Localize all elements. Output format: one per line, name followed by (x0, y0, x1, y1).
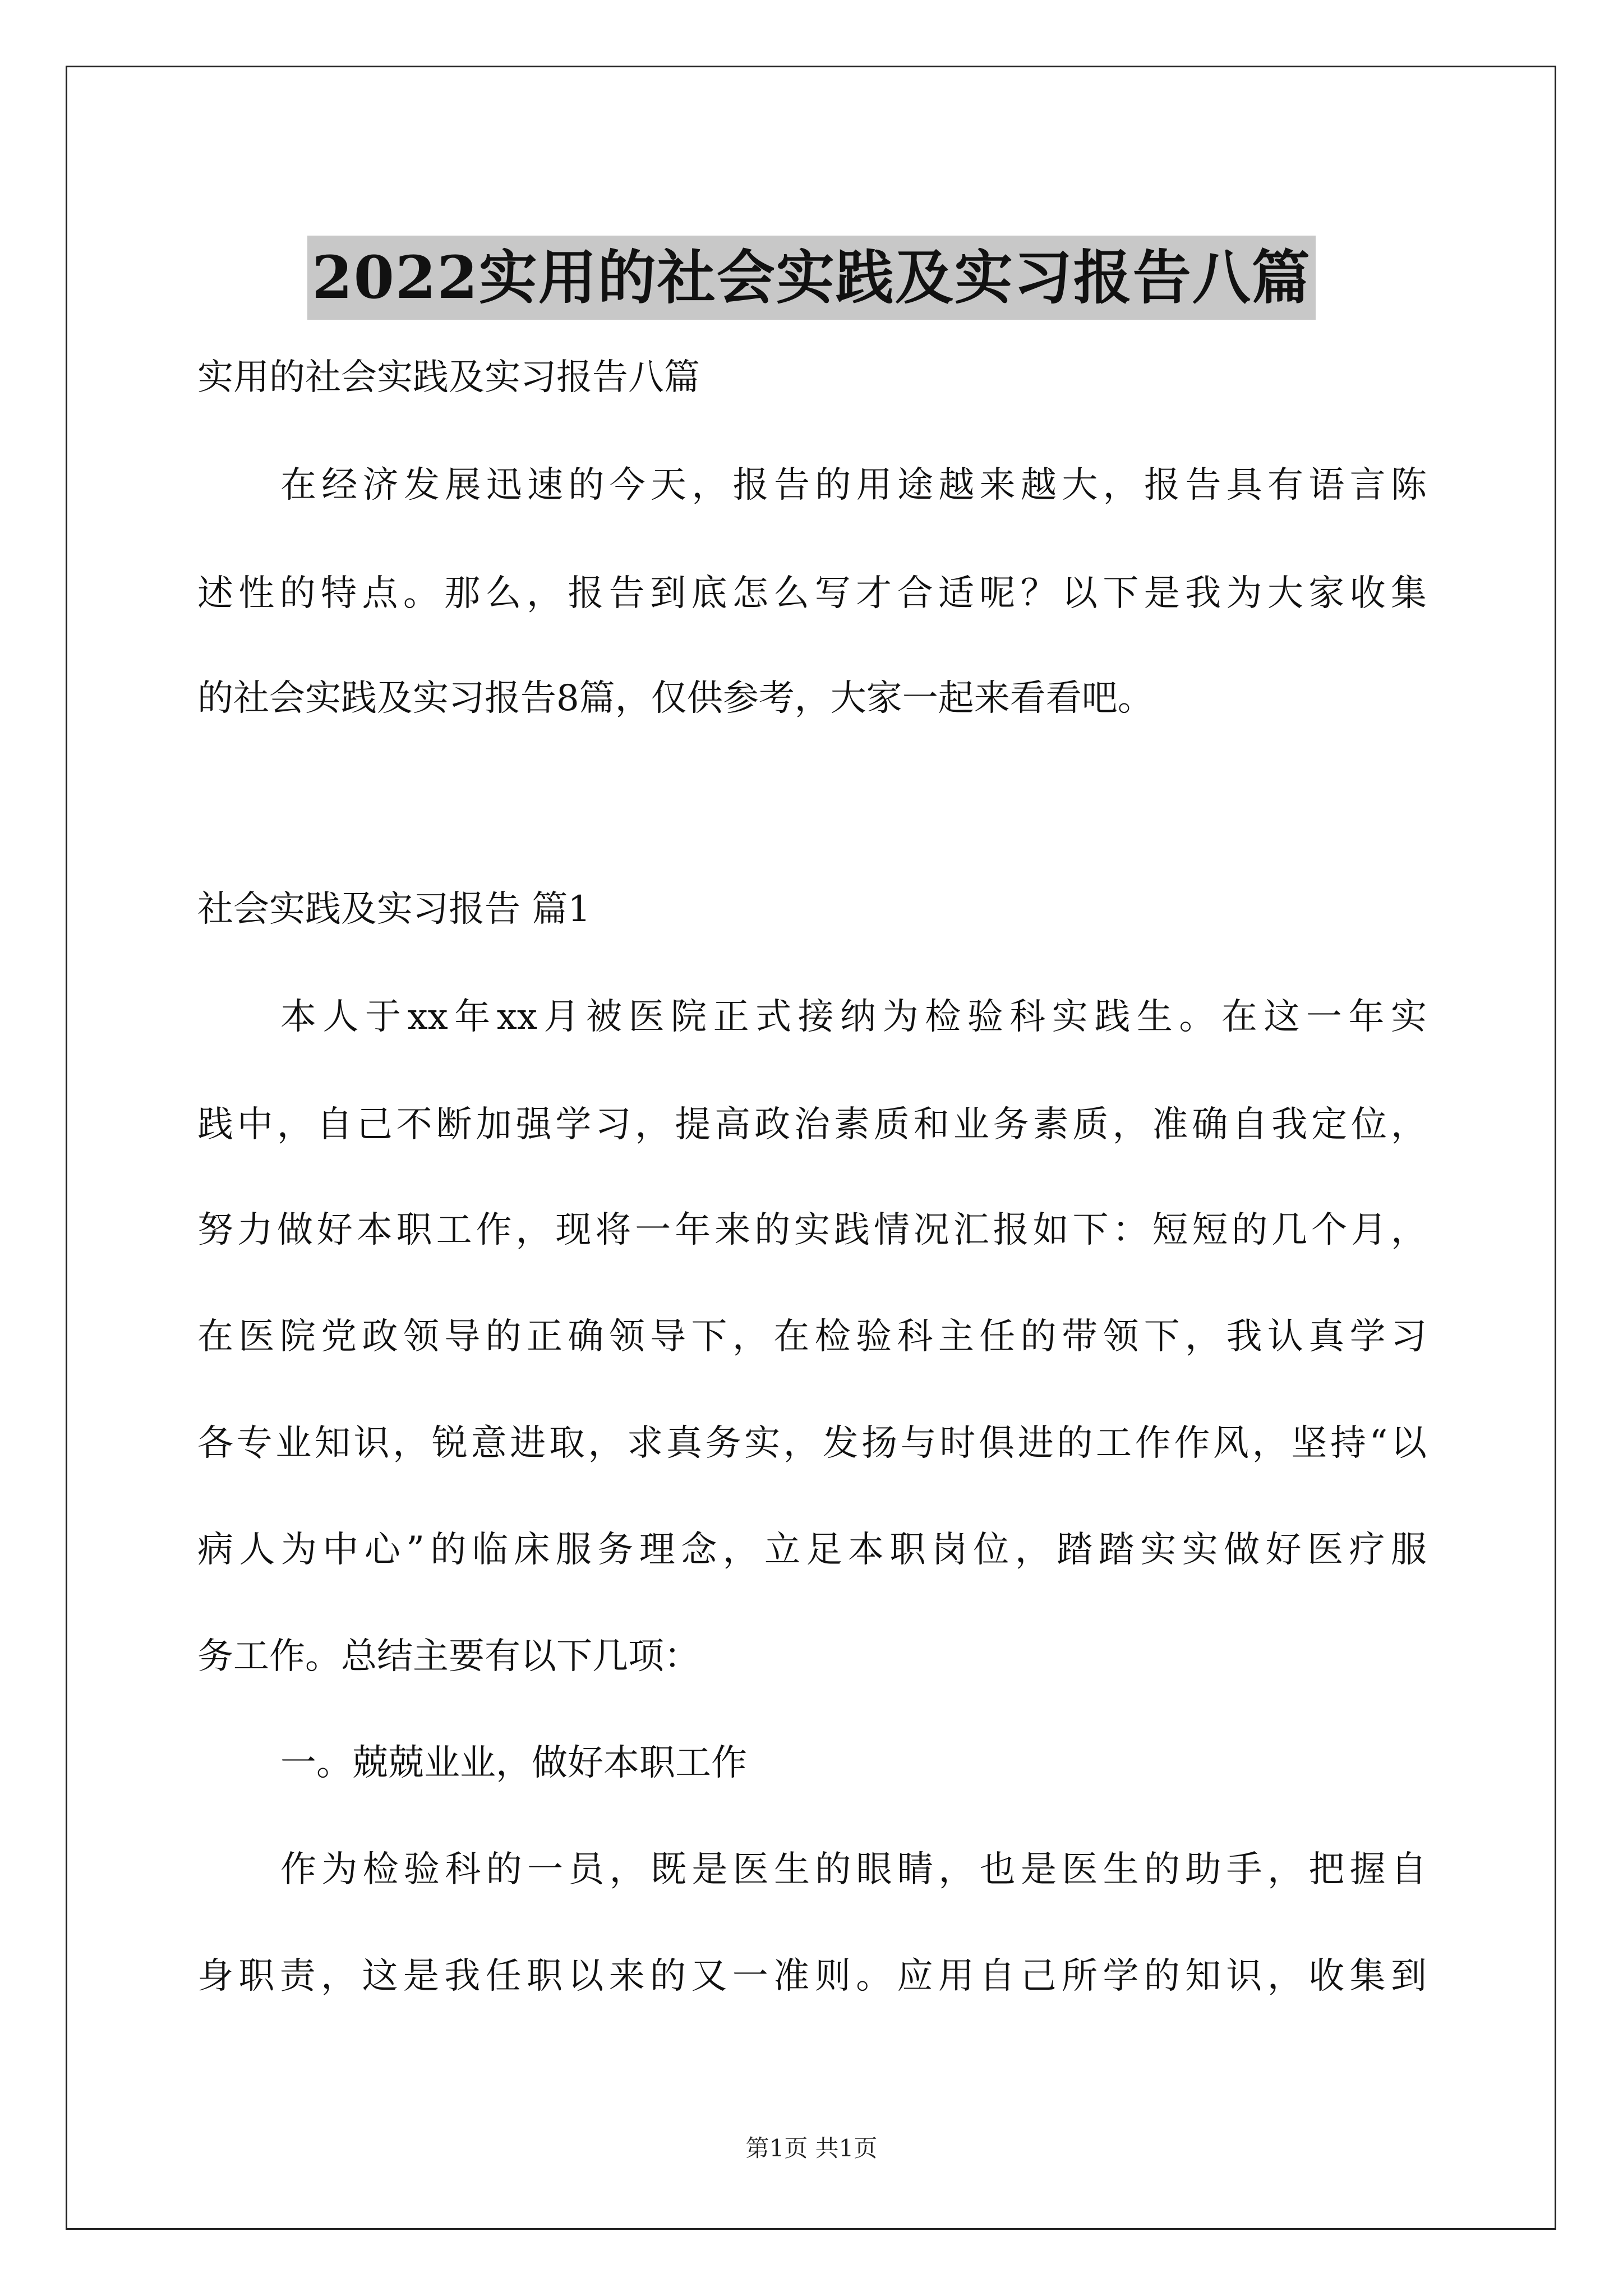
document-title: 2022实用的社会实践及实习报告八篇 (307, 236, 1315, 320)
document-subtitle: 实用的社会实践及实习报告八篇 (197, 357, 700, 398)
body-line-7: 务工作。总结主要有以下几项： (197, 1636, 700, 1677)
subheading: 一。兢兢业业，做好本职工作 (280, 1742, 747, 1784)
body-line-1: 本人于xx年xx月被医院正式接纳为检验科实践生。在这一年实 (280, 996, 1427, 1038)
body2-line-2: 身职责，这是我任职以来的又一准则。应用自己所学的知识，收集到 (197, 1955, 1427, 1997)
body-line-3: 努力做好本职工作，现将一年来的实践情况汇报如下：短短的几个月， (197, 1209, 1427, 1251)
intro-line-1: 在经济发展迅速的今天，报告的用途越来越大，报告具有语言陈 (280, 464, 1427, 506)
body-line-2: 践中，自己不断加强学习，提高政治素质和业务素质，准确自我定位， (197, 1104, 1427, 1145)
section-heading: 社会实践及实习报告 篇1 (197, 889, 591, 930)
body-line-4: 在医院党政领导的正确领导下，在检验科主任的带领下，我认真学习 (197, 1316, 1427, 1358)
body-line-5: 各专业知识，锐意进取，求真务实，发扬与时俱进的工作作风，坚持“以 (197, 1423, 1427, 1464)
body2-line-1: 作为检验科的一员，既是医生的眼睛，也是医生的助手，把握自 (280, 1849, 1427, 1890)
body-line-6: 病人为中心”的临床服务理念，立足本职岗位，踏踏实实做好医疗服 (197, 1529, 1427, 1571)
page-footer: 第1页 共1页 (745, 2134, 878, 2162)
title-container (0, 196, 1623, 358)
intro-line-2: 述性的特点。那么，报告到底怎么写才合适呢？以下是我为大家收集 (197, 573, 1427, 614)
intro-line-3: 的社会实践及实习报告8篇，仅供参考，大家一起来看看吧。 (197, 678, 1154, 719)
